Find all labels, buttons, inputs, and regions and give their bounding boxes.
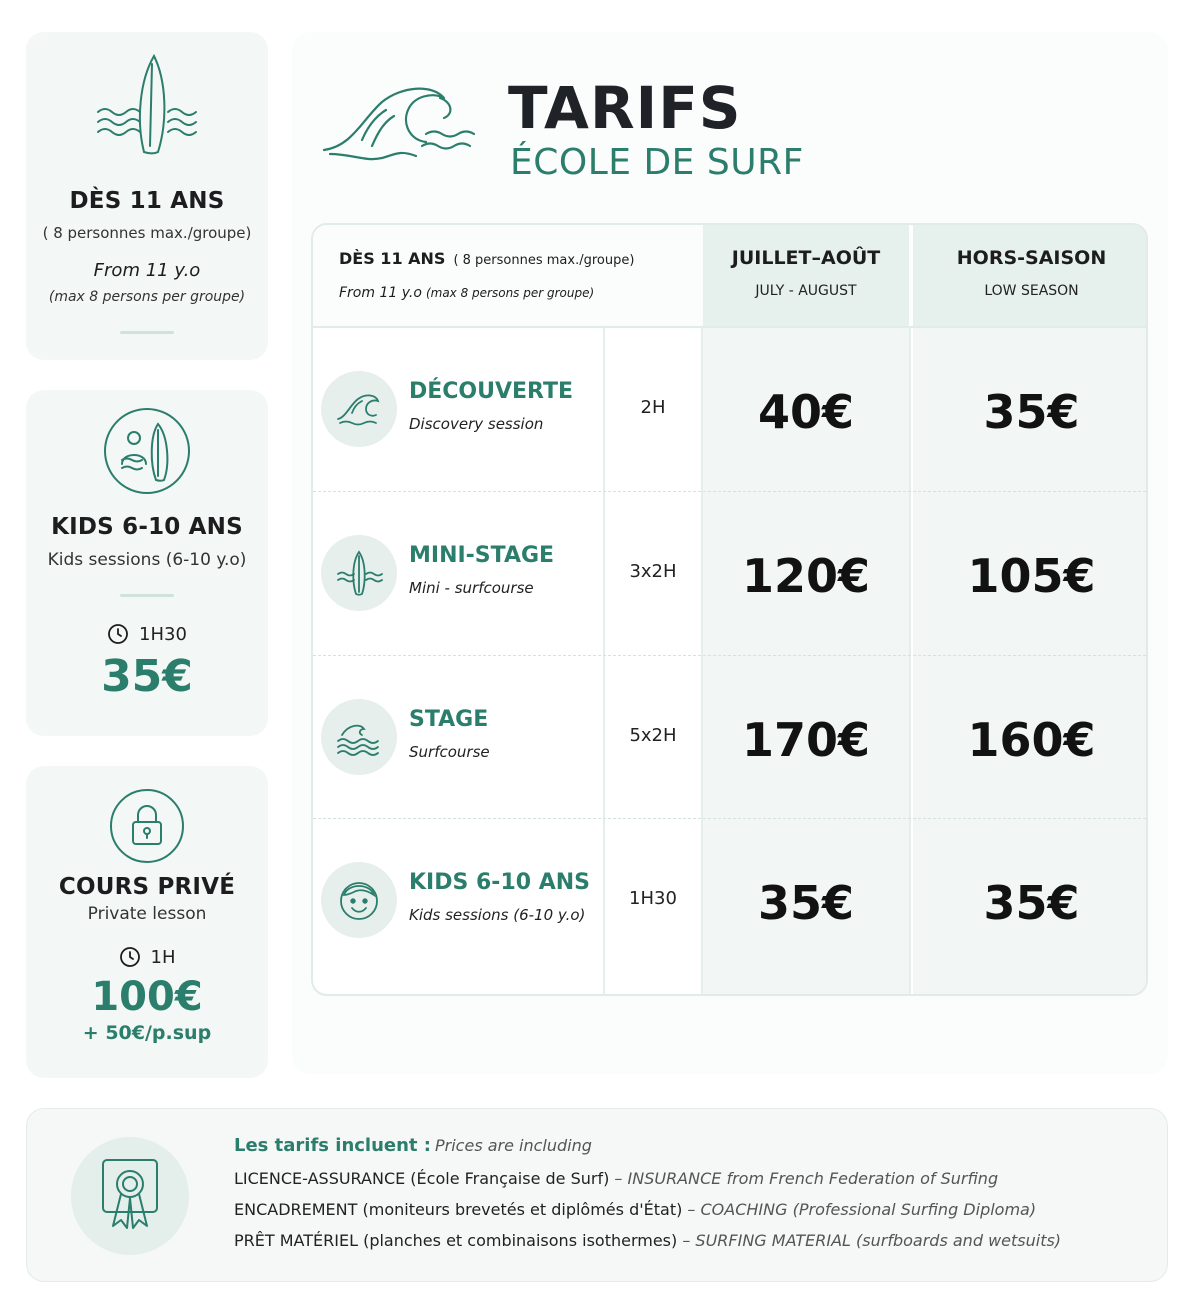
card-kids	[26, 390, 268, 736]
row-desc: Mini - surfcourse	[409, 579, 534, 597]
included-item	[234, 1169, 1061, 1188]
row-desc: Kids sessions (6-10 y.o)	[409, 906, 586, 924]
card-kids-subtitle: Kids sessions (6-10 y.o)	[47, 550, 247, 570]
row-duration: 3x2H	[629, 561, 677, 582]
included-title-en: Prices are including	[435, 1136, 592, 1155]
page-subtitle: ÉCOLE DE SURF	[510, 142, 804, 183]
included-item-fr: ENCADREMENT (moniteurs brevetés et diplômés d'État)	[234, 1200, 683, 1219]
included-item	[234, 1231, 1061, 1250]
card-kids-title: KIDS 6-10 ANS	[51, 514, 243, 540]
price-summer: 120€	[741, 549, 871, 603]
corner-group: ( 8 personnes max./groupe)	[453, 253, 635, 268]
table-row	[313, 655, 1146, 818]
included-item-en: – INSURANCE from French Federation of Surfing	[614, 1169, 999, 1188]
table-row	[313, 491, 1146, 654]
card-private	[26, 766, 268, 1078]
card-adults-group: ( 8 personnes max./groupe)	[42, 224, 252, 242]
price-summer: 35€	[757, 876, 855, 930]
included-item-fr: PRÊT MATÉRIEL (planches et combinaisons isothermes)	[234, 1231, 678, 1250]
price-summer: 40€	[757, 385, 855, 439]
waves-icon	[321, 699, 397, 775]
certificate-badge-icon	[71, 1137, 189, 1255]
clock-icon	[107, 623, 129, 645]
row-name: KIDS 6-10 ANS	[409, 870, 590, 895]
table-row	[313, 818, 1146, 981]
card-kids-duration-row	[26, 623, 268, 645]
column-header-low-season	[913, 225, 1148, 327]
corner-group-en: (max 8 persons per groupe)	[425, 286, 595, 300]
row-desc: Discovery session	[409, 415, 544, 433]
row-name: DÉCOUVERTE	[409, 379, 574, 404]
clock-icon	[119, 946, 141, 968]
card-adults-group-en: (max 8 persons per groupe)	[48, 289, 246, 305]
card-private-title: COURS PRIVÉ	[58, 874, 236, 900]
divider	[120, 331, 174, 334]
included-item-fr: LICENCE-ASSURANCE (École Française de Surf)	[234, 1169, 610, 1188]
kid-surfboard-icon	[26, 406, 268, 496]
price-summer: 170€	[741, 713, 871, 767]
price-low-season: 105€	[967, 549, 1096, 603]
season-low-fr: HORS-SAISON	[956, 247, 1107, 269]
corner-from: From 11 y.o	[339, 285, 422, 301]
price-low-season: 35€	[983, 876, 1080, 930]
included-item-en: – COACHING (Professional Surfing Diploma)	[687, 1200, 1037, 1219]
surfboard-icon	[321, 535, 397, 611]
column-header-summer	[703, 225, 909, 327]
row-duration: 1H30	[629, 888, 677, 909]
card-adults	[26, 32, 268, 360]
included-title: Les tarifs incluent :	[234, 1135, 431, 1156]
price-low-season: 160€	[967, 713, 1096, 767]
card-private-price: 100€	[91, 974, 203, 1020]
row-name: STAGE	[409, 707, 489, 732]
included-item-en: – SURFING MATERIAL (surfboards and wetsuits)	[682, 1231, 1062, 1250]
card-kids-price: 35€	[101, 651, 193, 702]
lock-icon	[26, 788, 268, 864]
included-banner	[26, 1108, 1168, 1282]
season-summer-fr: JUILLET–AOÛT	[731, 247, 881, 269]
wave-logo-icon	[322, 80, 478, 174]
card-kids-duration: 1H30	[139, 623, 187, 645]
corner-title: DÈS 11 ANS	[339, 249, 446, 268]
card-private-subtitle: Private lesson	[87, 904, 207, 924]
row-desc: Surfcourse	[409, 743, 490, 761]
row-name: MINI-STAGE	[409, 543, 555, 568]
price-low-season: 35€	[983, 385, 1080, 439]
season-summer-en: JULY - AUGUST	[755, 283, 857, 299]
page-title: TARIFS	[508, 74, 742, 142]
card-private-extra: + 50€/p.sup	[82, 1022, 212, 1044]
card-private-duration-row	[26, 946, 268, 968]
wave-icon	[321, 371, 397, 447]
card-private-duration: 1H	[150, 946, 176, 968]
row-duration: 5x2H	[629, 725, 677, 746]
kid-face-icon	[321, 862, 397, 938]
table-corner-header	[313, 225, 703, 327]
card-adults-from: From 11 y.o	[93, 260, 201, 281]
row-duration: 2H	[640, 397, 666, 418]
surfboard-waves-icon	[26, 50, 268, 166]
season-low-en: LOW SEASON	[984, 283, 1079, 299]
divider	[120, 594, 174, 597]
card-adults-title: DÈS 11 ANS	[69, 188, 225, 214]
pricing-table	[311, 223, 1148, 996]
included-item	[234, 1200, 1061, 1219]
table-row	[313, 327, 1146, 490]
